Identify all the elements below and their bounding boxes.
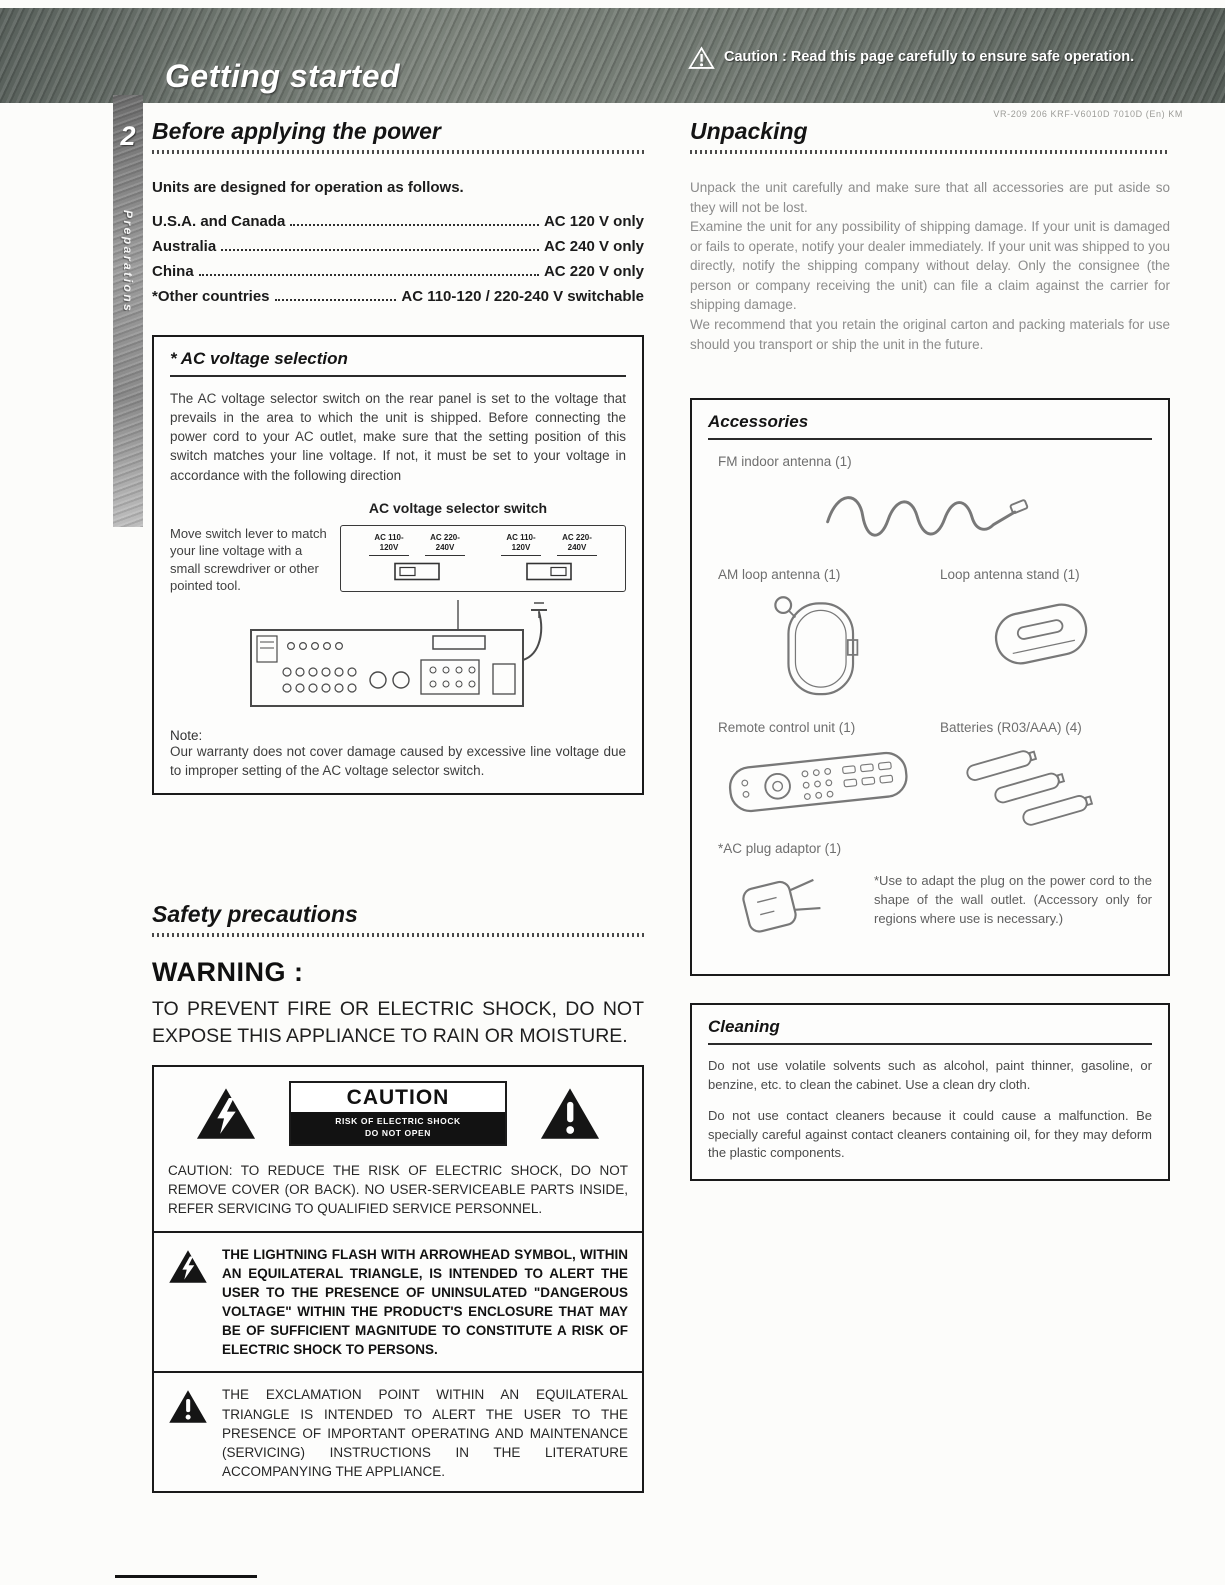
voltage-row <box>152 259 644 284</box>
unpacking-paragraphs <box>690 178 1170 354</box>
section-safety-precautions <box>152 901 644 1494</box>
section-unpacking <box>690 118 1170 354</box>
caution-banner-text: Caution : Read this page carefully to ensure safe operation. <box>724 49 1135 65</box>
loop-antenna-stand-illustration <box>930 588 1152 680</box>
switch-group <box>369 533 465 581</box>
heading-rule <box>152 933 644 937</box>
switch-label: AC 220- 240V <box>425 533 465 556</box>
voltage-row <box>152 209 644 234</box>
warning-triangle-icon <box>688 46 715 71</box>
caution-panel <box>289 1081 507 1147</box>
dot-leader <box>221 234 539 251</box>
lightning-note-text: THE LIGHTNING FLASH WITH ARROWHEAD SYMBOL, WITHIN AN EQUILATERAL TRIANGLE, IS INTENDED TO ALERT THE USER TO THE PRESENCE OF UNINSULATED "DANGEROUS VOLTAGE" WITHIN THE PRODUCT'S ENCLOSURE THAT MAY BE OF SUFFICIENT MAGNITUDE TO CONSTITUTE A RISK OF ELECTRIC SHOCK TO PERSONS. <box>222 1246 628 1358</box>
ac-plug-adaptor-illustration <box>708 860 858 944</box>
heading-rule <box>690 150 1170 154</box>
divider <box>154 1231 642 1233</box>
accessory-row <box>708 860 1152 944</box>
section-heading: Safety precautions <box>152 900 358 927</box>
caution-paragraph: CAUTION: TO REDUCE THE RISK OF ELECTRIC SHOCK, DO NOT REMOVE COVER (OR BACK). NO USER-SERVICEABLE PARTS INSIDE, REFER SERVICING TO QUALIFIED SERVICE PERSONNEL. <box>168 1163 628 1217</box>
section-before-applying-power <box>152 118 644 795</box>
fm-antenna-illustration <box>708 475 1152 553</box>
voltage-region: China <box>152 263 194 280</box>
accessory-cell <box>708 553 930 706</box>
switch-panel <box>340 525 626 592</box>
lightning-triangle-icon <box>168 1245 210 1360</box>
voltage-list <box>152 209 644 309</box>
plug-adaptor-note: *Use to adapt the plug on the power cord to the shape of the wall outlet. (Accessory only for regions where use is necessary.) <box>874 873 1152 926</box>
voltage-value: AC 240 V only <box>543 238 644 255</box>
exclamation-triangle-icon <box>539 1085 601 1142</box>
accessory-label: FM indoor antenna (1) <box>718 454 852 470</box>
warning-body: TO PREVENT FIRE OR ELECTRIC SHOCK, DO NOT EXPOSE THIS APPLIANCE TO RAIN OR MOISTURE. <box>152 997 644 1047</box>
accessory-row <box>708 553 1152 706</box>
switch-label: AC 220- 240V <box>557 533 597 556</box>
caution-banner <box>688 46 1140 71</box>
footer-mark <box>115 1575 257 1578</box>
heading-rule <box>152 150 644 154</box>
voltage-intro: Units are designed for operation as follows. <box>152 179 464 196</box>
switch-label: AC 110- 120V <box>369 533 409 556</box>
page-title: Getting started <box>165 58 401 94</box>
accessory-label: Batteries (R03/AAA) (4) <box>940 720 1082 736</box>
note-label: Note: <box>170 727 203 743</box>
paragraph: Examine the unit for any possibility of shipping damage. If your unit is damaged or fails to operate, notify your dealer immediately. If your unit was shipped to you directly, notify the shipping company without delay. Only the consignee (the person or company receiving the unit) can file a claim against the carrier for shipping damage. <box>690 219 1170 313</box>
lightning-triangle-icon <box>195 1085 257 1142</box>
voltage-region: U.S.A. and Canada <box>152 213 286 230</box>
box-heading: * AC voltage selection <box>170 349 626 377</box>
switch-group <box>501 533 597 581</box>
rear-panel-illustration <box>170 598 626 720</box>
voltage-switch-icon <box>394 562 440 581</box>
voltage-value: AC 110-120 / 220-240 V switchable <box>401 288 644 305</box>
box-heading: Cleaning <box>708 1017 1152 1045</box>
switch-instruction: Move switch lever to match your line voltage with a small screwdriver or other pointed tool. <box>170 525 327 594</box>
accessory-cell <box>930 706 1152 827</box>
voltage-box-body: The AC voltage selector switch on the rear panel is set to the voltage that prevails in the area to which the unit is shipped. Before connecting the power cord to your AC outlet, make sure that the setting position of this switch matches your line voltage. If not, it must be set to your voltage in accordance with the following direction <box>170 391 626 483</box>
caution-box-header <box>168 1081 628 1147</box>
caution-box <box>152 1065 644 1494</box>
voltage-value: AC 120 V only <box>543 213 644 230</box>
dot-leader <box>275 284 397 301</box>
accessory-cell <box>930 553 1152 706</box>
paragraph: We recommend that you retain the original carton and packing materials for use should you transport or ship the unit in the future. <box>690 316 1170 352</box>
batteries-illustration <box>930 741 1152 827</box>
voltage-region: Australia <box>152 238 217 255</box>
am-loop-antenna-illustration <box>708 588 930 706</box>
voltage-row <box>152 284 644 309</box>
paragraph: Unpack the unit carefully and make sure that all accessories are put aside so they will not be lost. <box>690 180 1170 215</box>
accessory-cell <box>708 706 930 827</box>
section-heading: Before applying the power <box>152 118 441 144</box>
voltage-value: AC 220 V only <box>543 263 644 280</box>
switch-diagram-row <box>170 525 626 595</box>
lightning-note-row <box>168 1245 628 1360</box>
voltage-row <box>152 234 644 259</box>
page-number: 2 <box>120 121 136 151</box>
paragraph: Do not use volatile solvents such as alcohol, paint thinner, gasoline, or benzine, etc. to clean the cabinet. Use a clean dry cloth. <box>708 1058 1152 1092</box>
remote-control-illustration <box>708 741 930 819</box>
section-heading: Unpacking <box>690 118 808 144</box>
sidebar-tab-label: Preparations <box>121 210 135 314</box>
warning-title: WARNING : <box>152 956 304 987</box>
exclamation-note-text: THE EXCLAMATION POINT WITHIN AN EQUILATERAL TRIANGLE IS INTENDED TO ALERT THE USER TO THE PRESENCE OF IMPORTANT OPERATING AND MAINTENANCE (SERVICING) INSTRUCTIONS IN THE LITERATURE ACCOMPANYING THE APPLIANCE. <box>222 1387 628 1480</box>
accessory-label: Loop antenna stand (1) <box>940 567 1080 583</box>
diagram-title: AC voltage selector switch <box>368 499 548 516</box>
exclamation-triangle-icon <box>168 1385 210 1481</box>
switch-label: AC 110- 120V <box>501 533 541 556</box>
accessory-label: *AC plug adaptor (1) <box>718 841 842 857</box>
header-band <box>0 8 1225 103</box>
box-heading: Accessories <box>708 412 1152 440</box>
caution-word: CAUTION <box>346 1085 450 1109</box>
accessory-label: AM loop antenna (1) <box>718 567 841 583</box>
accessory-row <box>708 706 1152 827</box>
ac-voltage-selection-box <box>152 335 644 795</box>
caution-strip <box>291 1112 505 1145</box>
voltage-region: *Other countries <box>152 288 270 305</box>
note-text: Our warranty does not cover damage caused by excessive line voltage due to improper setting of the AC voltage selector switch. <box>170 743 626 778</box>
voltage-switch-icon <box>526 562 572 581</box>
accessory-label: Remote control unit (1) <box>718 720 856 736</box>
caution-strip-line: RISK OF ELECTRIC SHOCK <box>335 1115 461 1126</box>
left-column <box>152 118 644 1493</box>
right-column <box>690 118 1170 1181</box>
exclamation-note-row <box>168 1385 628 1481</box>
cleaning-box <box>690 1003 1170 1181</box>
model-code: VR-209 206 KRF-V6010D 7010D (En) KM <box>993 109 1183 119</box>
dot-leader <box>199 259 539 276</box>
accessories-box <box>690 398 1170 976</box>
divider <box>154 1371 642 1373</box>
dot-leader <box>290 209 539 226</box>
sidebar-tab-strip <box>113 95 143 527</box>
paragraph: Do not use contact cleaners because it could cause a malfunction. Be specially careful against contact cleaners containing oil, for they may deform the plastic components. <box>708 1107 1152 1161</box>
caution-strip-line: DO NOT OPEN <box>364 1128 432 1139</box>
